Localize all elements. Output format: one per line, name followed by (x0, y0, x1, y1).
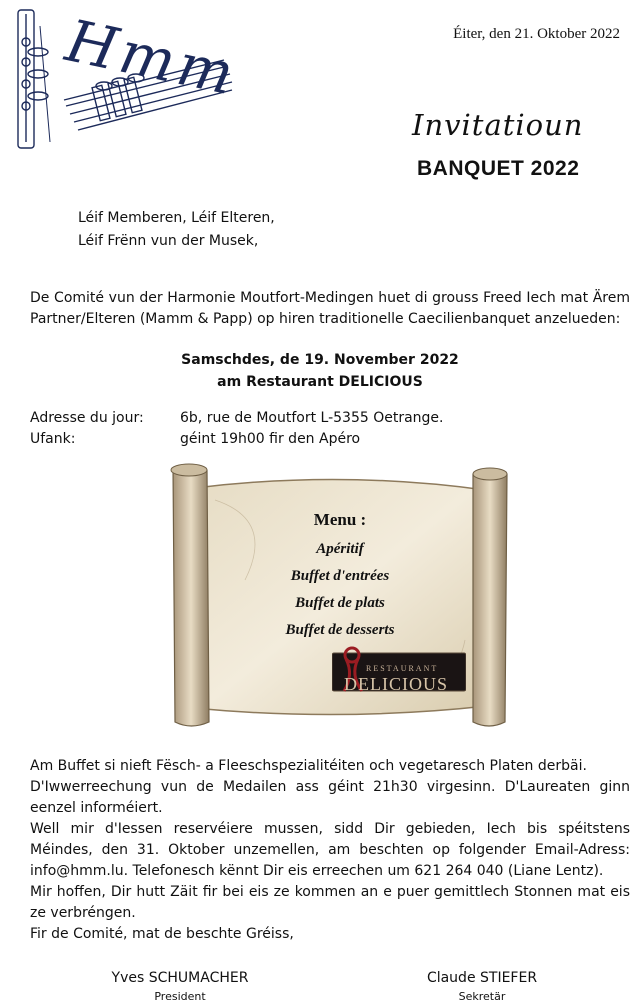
hmm-logo (4, 2, 244, 150)
event-place: am Restaurant DELICIOUS (217, 374, 423, 390)
logo-text: Hmm (60, 6, 244, 109)
closing-paragraph: Am Buffet si nieft Fësch- a Fleeschspezialitéiten och vegetaresch Platen derbäi. (30, 758, 587, 774)
address-value: 6b, rue de Moutfort L-5355 Oetrange. (180, 410, 444, 426)
menu-item: Apéritif (316, 541, 364, 557)
closing-paragraph: Fir de Comité, mat de beschte Gréiss, (30, 926, 294, 942)
banquet-heading: BANQUET 2022 (417, 157, 580, 180)
event-date: Samschdes, de 19. November 2022 (181, 352, 459, 368)
closing-paragraph: D'Iwwerreechung vun de Medailen ass géint 21h30 virgesinn. D'Laureaten ginn eenzel informéiert. (30, 779, 630, 816)
intro-paragraph: De Comité vun der Harmonie Moutfort-Medingen huet di grouss Freed Iech mat Ärem Partner/Elteren (Mamm & Papp) op hiren traditionelle Caecilienbanquet anzelueden: (30, 290, 630, 327)
invitation-title: Invitatioun (412, 108, 584, 142)
start-label: Ufank: (30, 431, 76, 447)
letter-date: Éiter, den 21. Oktober 2022 (453, 26, 620, 42)
greeting-line: Léif Memberen, Léif Elteren, (78, 210, 275, 226)
closing-paragraph: Well mir d'Iessen reservéiere mussen, sidd Dir gebieden, Iech bis spéitstens Méindes, den 31. Oktober unzemellen, am beschten op folgender Email-Adress: info@hmm.lu. Telefonesch kënnt Dir eis erreechen um 621 264 040 (Liane Lentz). (30, 821, 630, 879)
address-label: Adresse du jour: (30, 410, 144, 426)
closing-paragraph: Mir hoffen, Dir hutt Zäit fir bei eis ze kommen an e puer gemittlech Stonnen mat eis ze verbréngen. (30, 884, 630, 921)
badge-delicious-label: DELICIOUS (344, 674, 448, 694)
menu-item: Buffet de desserts (285, 622, 395, 638)
greeting-line: Léif Frënn vun der Musek, (78, 233, 259, 249)
menu-item: Buffet de plats (295, 595, 385, 611)
menu-item: Buffet d'entrées (290, 568, 390, 584)
start-value: géint 19h00 fir den Apéro (180, 431, 361, 447)
signature-role: Sekretär (458, 990, 506, 1003)
signature-name: Claude STIEFER (426, 970, 538, 986)
closing-section (30, 756, 630, 945)
menu-title: Menu : (313, 510, 367, 529)
signature-role: President (154, 990, 206, 1003)
signature-name: Yves SCHUMACHER (111, 970, 249, 986)
badge-restaurant-label: RESTAURANT (366, 664, 439, 673)
